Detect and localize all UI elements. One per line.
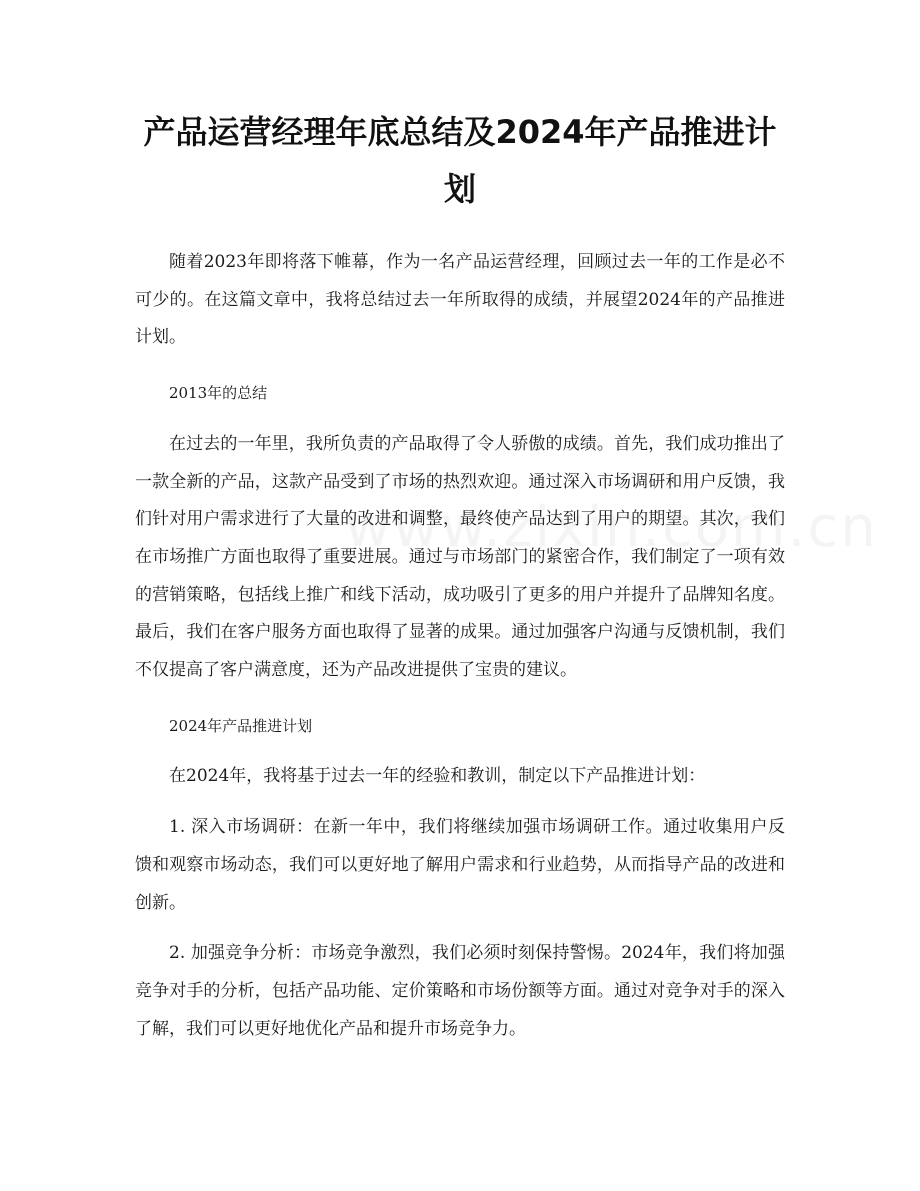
intro-paragraph: 随着2023年即将落下帷幕，作为一名产品运营经理，回顾过去一年的工作是必不可少的。在这篇文章中，我将总结过去一年所取得的成绩，并展望2024年的产品推进计划。 [135, 252, 785, 348]
plan-item-1-paragraph: 1. 深入市场调研：在新一年中，我们将继续加强市场调研工作。通过收集用户反馈和观察市场动态，我们可以更好地了解用户需求和行业趋势，从而指导产品的改进和创新。 [135, 817, 785, 913]
plan-intro-paragraph: 在2024年，我将基于过去一年的经验和教训，制定以下产品推进计划： [169, 766, 706, 787]
document-body [135, 244, 785, 1048]
plan-item-2-paragraph: 2. 加强竞争分析：市场竞争激烈，我们必须时刻保持警惕。2024年，我们将加强竞争对手的分析，包括产品功能、定价策略和市场份额等方面。通过对竞争对手的深入了解，我们可以更好地优化产品和提升市场竞争力。 [135, 943, 785, 1039]
summary-paragraph: 在过去的一年里，我所负责的产品取得了令人骄傲的成绩。首先，我们成功推出了一款全新的产品，这款产品受到了市场的热烈欢迎。通过深入市场调研和用户反馈，我们针对用户需求进行了大量的改进和调整，最终使产品达到了用户的期望。其次，我们在市场推广方面也取得了重要进展。通过与市场部门的紧密合作，我们制定了一项有效的营销策略，包括线上推广和线下活动，成功吸引了更多的用户并提升了品牌知名度。最后，我们在客户服务方面也取得了显著的成果。通过加强客户沟通与反馈机制，我们不仅提高了客户满意度，还为产品改进提供了宝贵的建议。 [135, 433, 785, 681]
section-heading-2024-plan: 2024年产品推进计划 [169, 716, 313, 735]
document-title: 产品运营经理年底总结及2024年产品推进计划 [143, 113, 777, 208]
section-heading-2013-summary: 2013年的总结 [169, 384, 268, 403]
